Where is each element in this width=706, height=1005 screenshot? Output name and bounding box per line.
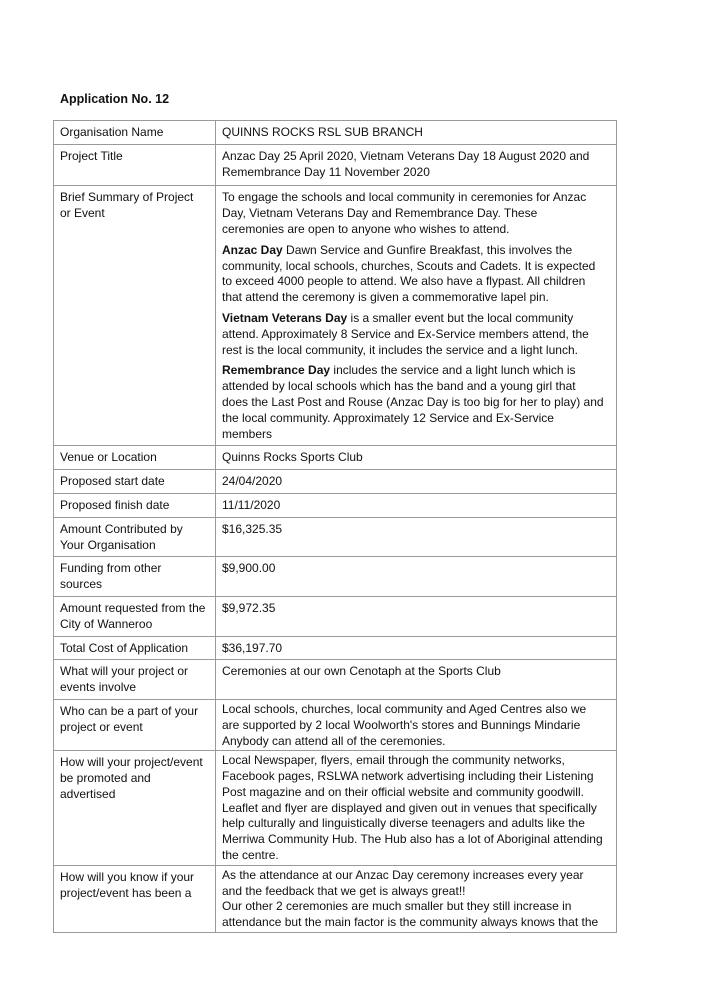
label-line: Funding from other	[60, 561, 162, 576]
value-line: Local Newspaper, flyers, email through the community networks,	[222, 753, 565, 768]
value-line: that attend the ceremony is given a commemorative lapel pin.	[222, 290, 549, 305]
value-line: Facebook pages, RSLWA network advertising including their Listening	[222, 769, 594, 784]
value-line: As the attendance at our Anzac Day ceremony increases every year	[222, 867, 584, 882]
value-line: 11/11/2020	[222, 497, 281, 512]
anzac-first-line: Dawn Service and Gunfire Breakfast, this involves the	[282, 242, 573, 257]
value-line: Leaflet and flyer are displayed and given out in venues that specifically	[222, 800, 597, 815]
value-line: Merriwa Community Hub. The Hub also has a lot of Aboriginal attending	[222, 832, 603, 847]
value-cell	[216, 660, 617, 700]
value-cell	[216, 751, 617, 866]
value-line: To engage the schools and local community in ceremonies for Anzac	[222, 190, 587, 205]
value-line	[222, 243, 610, 259]
value-line: to exceed 4000 people to attend. We also have a flypast. All children	[222, 274, 586, 289]
row-total-cost	[54, 636, 617, 660]
label-cell	[54, 660, 216, 700]
label-line: project or event	[60, 719, 143, 734]
remembrance-first-line: includes the service and a light lunch which is	[330, 363, 576, 378]
vietnam-first-line: is a smaller event but the local community	[347, 310, 574, 325]
label-line: or Event	[60, 206, 105, 221]
label-cell	[54, 446, 216, 470]
row-funding-other-sources	[54, 557, 617, 597]
value-line: the centre.	[222, 848, 279, 863]
remembrance-day-heading: Remembrance Day	[222, 363, 331, 378]
value-line	[222, 363, 610, 379]
value-line: are supported by 2 local Woolworth's stores and Bunnings Mindarie	[222, 717, 581, 732]
row-organisation-name	[54, 121, 617, 145]
value-line: attendance but the main factor is the community always knows that the	[222, 915, 599, 930]
label-line: Amount Contributed by	[60, 521, 183, 536]
value-line: community, local schools, churches, Scouts and Cadets. It is expected	[222, 258, 596, 273]
label-line: Brief Summary of Project	[60, 190, 194, 205]
value-line: QUINNS ROCKS RSL SUB BRANCH	[222, 125, 423, 139]
value-cell	[216, 186, 617, 446]
value-line: members	[222, 426, 273, 441]
anzac-day-heading: Anzac Day	[222, 242, 283, 257]
label-line: events involve	[60, 680, 137, 695]
label-line: Proposed finish date	[60, 497, 170, 512]
label-cell	[54, 493, 216, 517]
label-line: advertised	[60, 786, 116, 801]
value-line: Post magazine and on their official website and community goodwill.	[222, 784, 584, 799]
row-project-involve	[54, 660, 617, 700]
summary-intro-paragraph	[222, 190, 610, 237]
value-cell	[216, 517, 617, 557]
row-amount-contributed	[54, 517, 617, 557]
value-line: help culturally and linguistically diverse teenagers and adults like the	[222, 816, 585, 831]
label-line: project/event has been a	[60, 885, 192, 900]
value-line	[222, 311, 610, 327]
value-line: Anzac Day 25 April 2020, Vietnam Veterans Day 18 August 2020 and	[222, 148, 590, 163]
summary-vietnam-paragraph	[222, 311, 610, 358]
row-success-measure	[54, 865, 617, 932]
row-proposed-start-date	[54, 470, 617, 494]
value-cell	[216, 636, 617, 660]
value-cell	[216, 557, 617, 597]
value-line: ceremonies are open to anyone who wishes to attend.	[222, 221, 510, 236]
label-line: What will your project or	[60, 664, 189, 679]
summary-remembrance-paragraph	[222, 363, 610, 442]
row-project-title	[54, 144, 617, 186]
value-line: $9,972.35	[222, 600, 276, 615]
vietnam-veterans-day-heading: Vietnam Veterans Day	[222, 310, 348, 325]
label-cell	[54, 186, 216, 446]
value-line: 24/04/2020	[222, 474, 283, 489]
label-line: Proposed start date	[60, 474, 165, 489]
label-cell	[54, 121, 216, 145]
value-line: $9,900.00	[222, 561, 276, 576]
value-line: $36,197.70	[222, 640, 283, 655]
value-line: Our other 2 ceremonies are much smaller but they still increase in	[222, 899, 572, 914]
label-line: Amount requested from the	[60, 600, 206, 615]
value-line: the local community. Approximately 12 Service and Ex-Service	[222, 410, 554, 425]
application-table	[53, 120, 617, 933]
label-cell	[54, 517, 216, 557]
value-line: does the Last Post and Rouse (Anzac Day is too big for her to play) and	[222, 394, 604, 409]
label-line: Your Organisation	[60, 537, 156, 552]
value-line: attend. Approximately 8 Service and Ex-Service members attend, the	[222, 326, 589, 341]
row-promotion	[54, 751, 617, 866]
label-cell	[54, 470, 216, 494]
row-amount-requested	[54, 596, 617, 636]
label-cell	[54, 699, 216, 750]
value-line: Quinns Rocks Sports Club	[222, 450, 363, 465]
value-line: Day, Vietnam Veterans Day and Remembrance Day. These	[222, 206, 538, 221]
value-cell	[216, 865, 617, 932]
label-line: Project Title	[60, 148, 123, 163]
label-line: Who can be a part of your	[60, 703, 199, 718]
summary-anzac-paragraph	[222, 243, 610, 306]
label-line: sources	[60, 577, 103, 592]
label-cell	[54, 751, 216, 866]
value-cell	[216, 596, 617, 636]
value-line: Local schools, churches, local community and Aged Centres also we	[222, 701, 587, 716]
label-line: City of Wanneroo	[60, 616, 153, 631]
application-heading: Application No. 12	[60, 92, 170, 106]
value-cell	[216, 446, 617, 470]
value-line: Remembrance Day 11 November 2020	[222, 164, 430, 179]
label-cell	[54, 557, 216, 597]
value-line: attended by local schools which has the band and a young girl that	[222, 379, 576, 394]
label-cell	[54, 144, 216, 186]
label-line: How will your project/event	[60, 755, 203, 770]
label-line: Total Cost of Application	[60, 640, 189, 655]
value-line: $16,325.35	[222, 521, 283, 536]
label-line: How will you know if your	[60, 869, 195, 884]
label-line: Venue or Location	[60, 450, 157, 465]
row-proposed-finish-date	[54, 493, 617, 517]
value-line: rest is the local community, it includes the service and a light lunch.	[222, 342, 578, 357]
value-line: Ceremonies at our own Cenotaph at the Sports Club	[222, 664, 501, 679]
row-venue-location	[54, 446, 617, 470]
row-brief-summary	[54, 186, 617, 446]
label-cell	[54, 865, 216, 932]
label-cell	[54, 636, 216, 660]
value-cell	[216, 121, 617, 145]
value-line: and the feedback that we get is always great!!	[222, 883, 466, 898]
label-line: Organisation Name	[60, 125, 164, 139]
value-cell	[216, 493, 617, 517]
value-cell	[216, 470, 617, 494]
label-line: be promoted and	[60, 771, 151, 786]
row-who-can-participate	[54, 699, 617, 750]
label-cell	[54, 596, 216, 636]
value-cell	[216, 144, 617, 186]
value-cell	[216, 699, 617, 750]
value-line: Anybody can attend all of the ceremonies.	[222, 733, 446, 748]
